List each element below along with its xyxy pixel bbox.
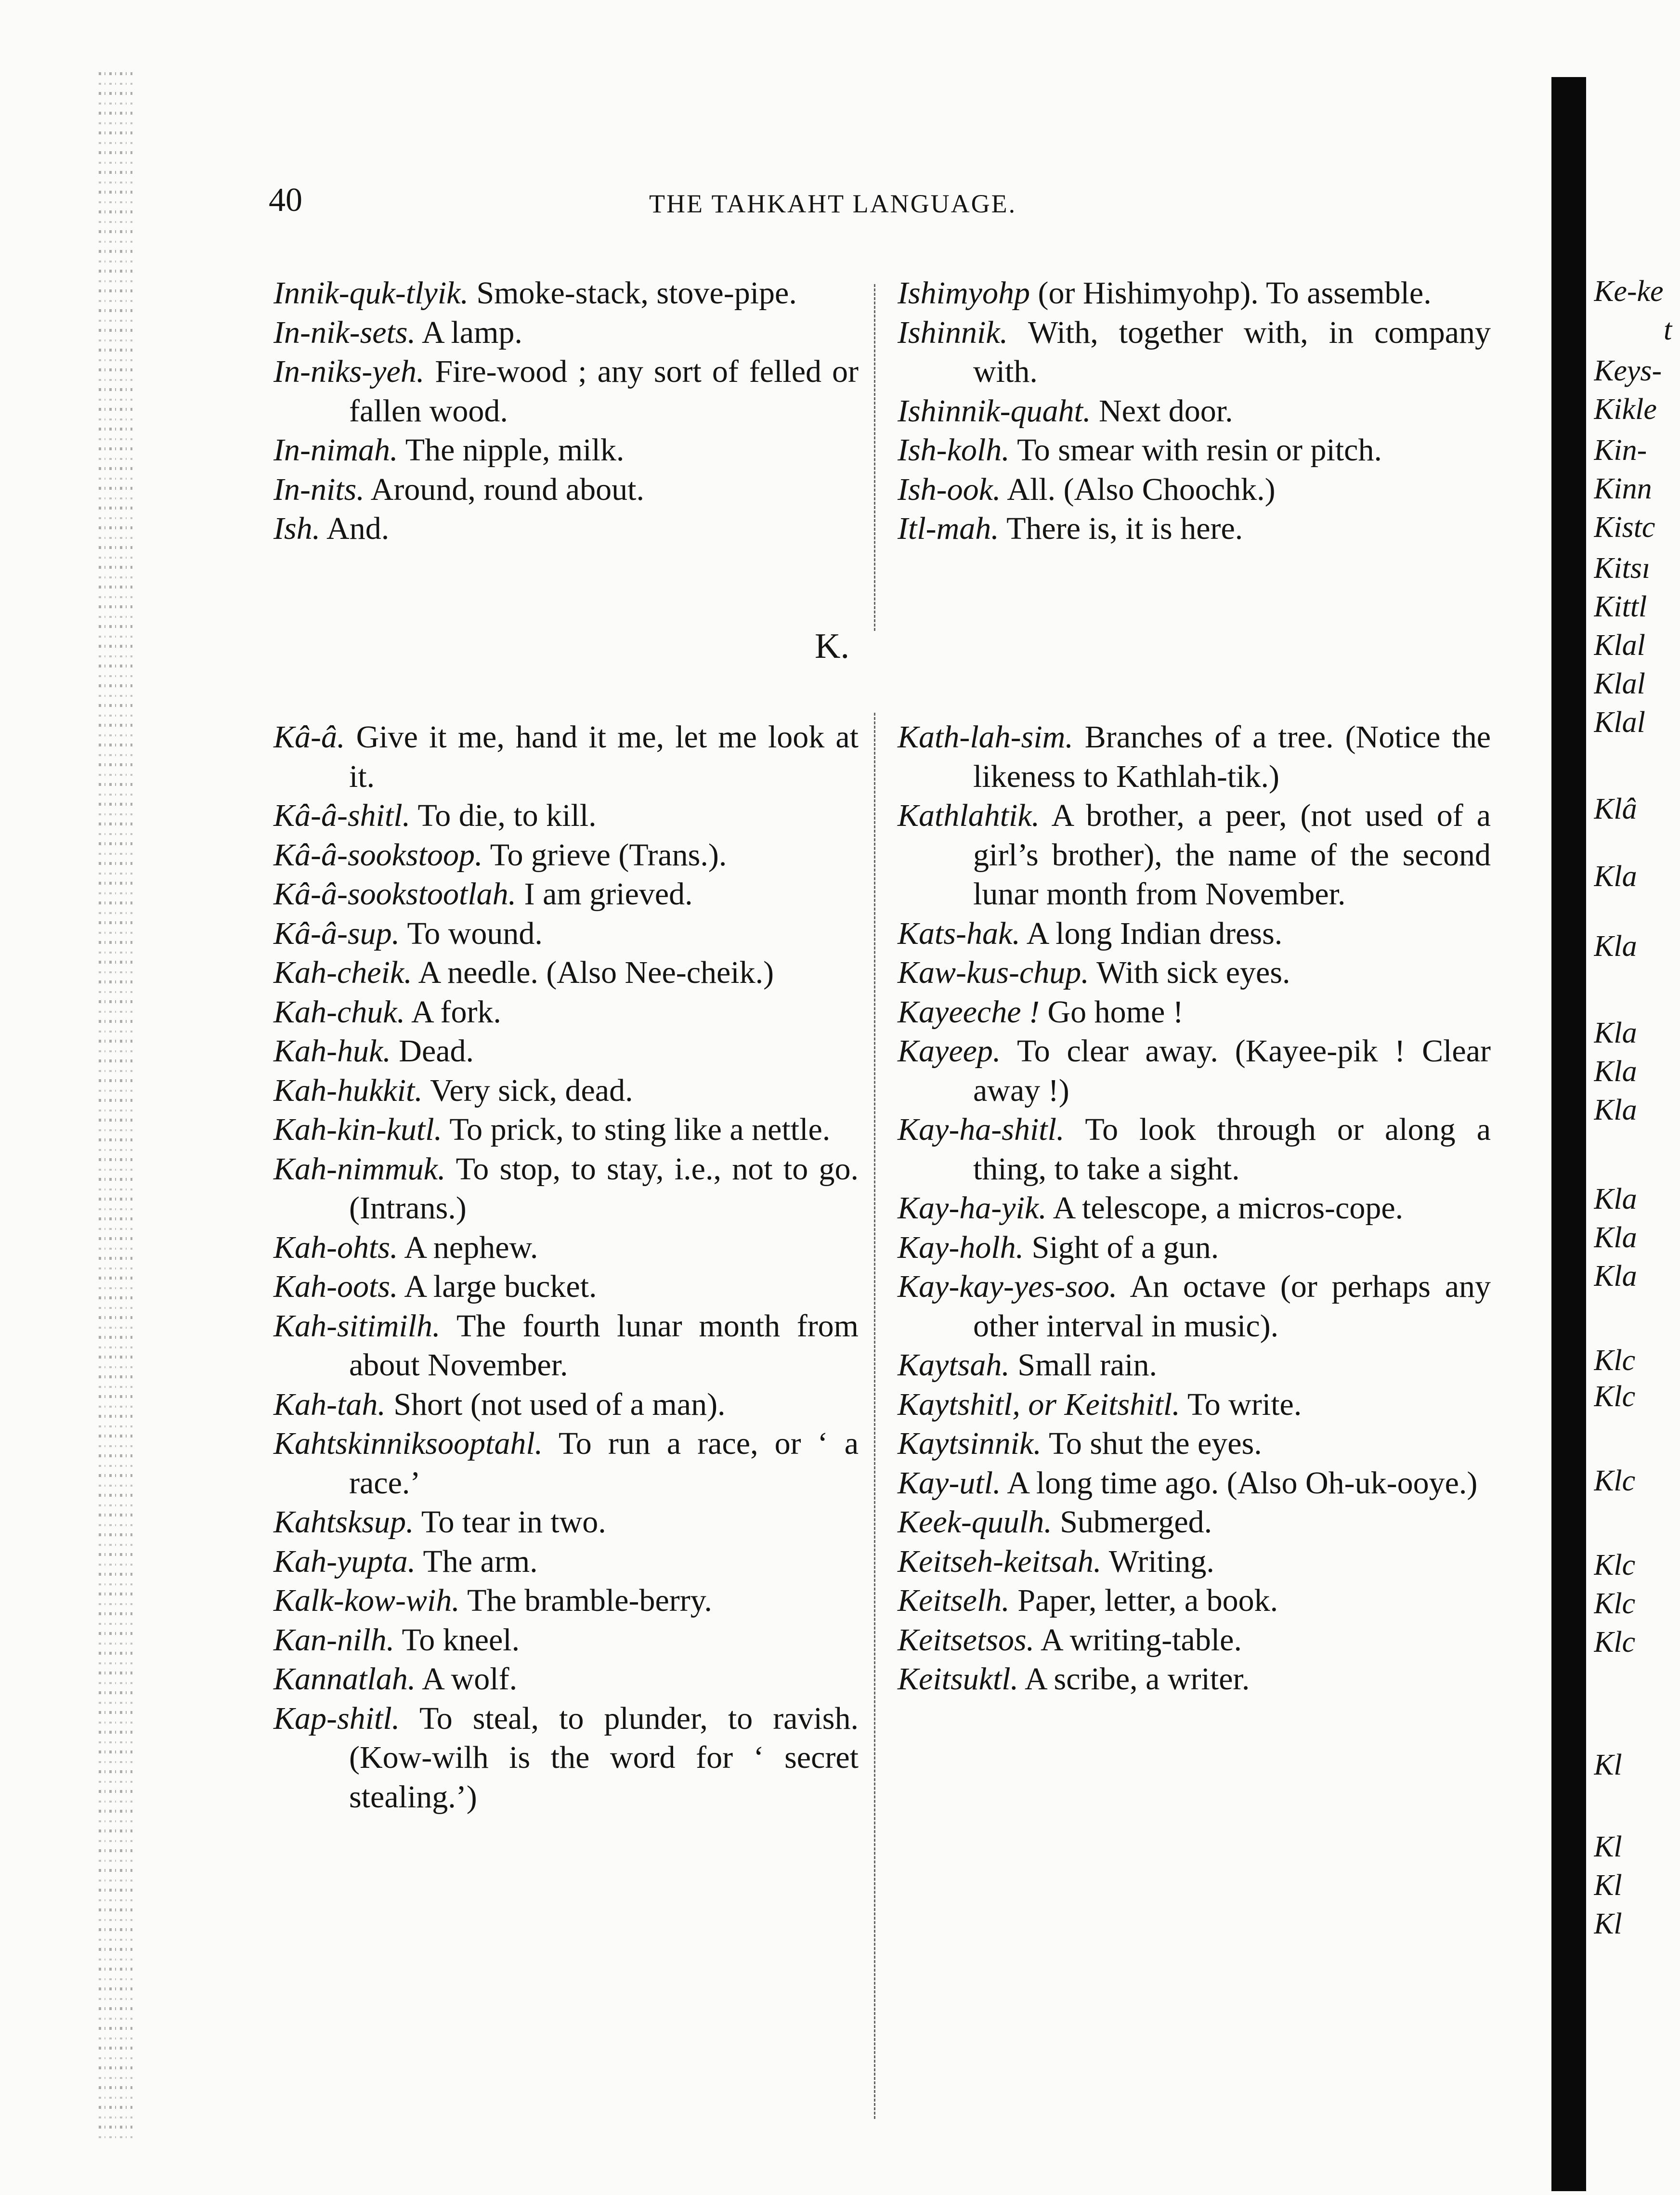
dictionary-entry xyxy=(273,796,859,836)
dictionary-entry xyxy=(273,1503,859,1542)
headword: Kannatlah. xyxy=(273,1661,416,1697)
dictionary-entry xyxy=(898,1463,1491,1503)
dictionary-entry xyxy=(273,1542,859,1581)
definition: All. (Also Choochk.) xyxy=(1007,471,1276,507)
headword: Kay-utl. xyxy=(898,1465,1001,1501)
next-page-fragment: Kla xyxy=(1594,1221,1637,1254)
headword: Kahtskinniksooptahl. xyxy=(273,1426,543,1461)
dictionary-entry xyxy=(273,875,859,914)
dictionary-entry xyxy=(898,1189,1491,1228)
dictionary-entry xyxy=(273,993,859,1032)
dictionary-entry xyxy=(898,431,1491,470)
next-page-fragment: Kin- xyxy=(1594,434,1647,467)
running-title: THE TAHKAHT LANGUAGE. xyxy=(649,189,1017,218)
definition: To clear away. (Kayee-pik ! Clear away !) xyxy=(973,1033,1491,1108)
headword: Ish. xyxy=(273,511,321,546)
dictionary-entry xyxy=(898,1620,1491,1660)
next-page-fragment: Klal xyxy=(1594,706,1645,739)
definition: A fork. xyxy=(411,994,501,1030)
headword: Kaytshitl, or Keitshitl. xyxy=(898,1386,1180,1422)
dictionary-entry xyxy=(273,509,859,549)
headword: Kâ-â-shitl. xyxy=(273,798,411,833)
definition: A needle. (Also Nee-cheik.) xyxy=(418,955,774,990)
definition: Sight of a gun. xyxy=(1031,1229,1219,1265)
headword: Keitselh. xyxy=(898,1583,1010,1618)
headword: Kâ-â. xyxy=(273,719,345,755)
headword: Kan-nilh. xyxy=(273,1622,395,1658)
definition: To grieve (Trans.). xyxy=(490,837,727,873)
next-page-fragment: Klc xyxy=(1594,1549,1636,1581)
dictionary-entry xyxy=(273,1032,859,1071)
next-page-fragment: Klc xyxy=(1594,1380,1636,1413)
definition: A writing-table. xyxy=(1041,1622,1242,1658)
headword: Kâ-â-sookstootlah. xyxy=(273,876,517,912)
next-page-fragment: Kl xyxy=(1594,1830,1622,1863)
headword: Ishimyohp xyxy=(898,275,1030,311)
next-page-fragment: Kla xyxy=(1594,1183,1637,1215)
definition: Next door. xyxy=(1098,393,1233,429)
headword: Kaytsah. xyxy=(898,1347,1010,1383)
page-edge-shadow xyxy=(1551,77,1586,2191)
headword: Kay-kay-yes-soo. xyxy=(898,1269,1118,1304)
next-page-fragment: Klc xyxy=(1594,1626,1636,1659)
headword: Innik-quk-tlyik. xyxy=(273,275,469,311)
definition: Very sick, dead. xyxy=(430,1072,633,1108)
headword: Kay-ha-yik. xyxy=(898,1190,1047,1226)
dictionary-entry xyxy=(898,1228,1491,1267)
definition: To tear in two. xyxy=(421,1504,606,1540)
next-page-fragment: Keys- xyxy=(1594,354,1662,387)
headword: Kalk-kow-wih. xyxy=(273,1583,460,1618)
headword: Kay-ha-shitl. xyxy=(898,1112,1065,1147)
definition: There is, it is here. xyxy=(1006,511,1243,546)
headword: Kayeep. xyxy=(898,1033,1001,1069)
definition: Submerged. xyxy=(1060,1504,1212,1540)
headword: Kâ-â-sup. xyxy=(273,915,400,951)
headword: Kah-chuk. xyxy=(273,994,405,1030)
headword: Kathlahtik. xyxy=(898,798,1040,833)
column-divider-k xyxy=(874,713,875,2119)
next-page-fragment: Kla xyxy=(1594,1094,1637,1126)
definition: A telescope, a micros-cope. xyxy=(1053,1190,1404,1226)
dictionary-entry xyxy=(898,313,1491,392)
headword: Kay-holh. xyxy=(898,1229,1024,1265)
definition: I am grieved. xyxy=(524,876,693,912)
definition: Dead. xyxy=(399,1033,474,1069)
dictionary-entry xyxy=(273,274,859,313)
dictionary-entry xyxy=(898,1503,1491,1542)
binding-gutter-noise xyxy=(99,72,132,2143)
dictionary-entry xyxy=(273,470,859,510)
dictionary-entry xyxy=(273,352,859,431)
dictionary-entry xyxy=(273,953,859,993)
dictionary-entry xyxy=(898,796,1491,914)
dictionary-entry xyxy=(898,993,1491,1032)
headword: Ishinnik-quaht. xyxy=(898,393,1091,429)
headword: Kah-oots. xyxy=(273,1269,398,1304)
next-page-fragment: t xyxy=(1664,314,1672,346)
next-page-fragment: Klal xyxy=(1594,667,1645,700)
dictionary-entry xyxy=(898,718,1491,796)
definition: And. xyxy=(326,511,390,546)
next-page-fragment: Kla xyxy=(1594,1260,1637,1293)
next-page-fragment: Kl xyxy=(1594,1749,1622,1781)
dictionary-entry xyxy=(898,1267,1491,1346)
dictionary-entry xyxy=(898,1385,1491,1424)
dictionary-entry xyxy=(273,1228,859,1267)
headword: Kah-cheik. xyxy=(273,955,412,990)
headword: Kah-nimmuk. xyxy=(273,1151,446,1187)
dictionary-entry xyxy=(273,1659,859,1699)
entries-k-right xyxy=(898,718,1491,1699)
headword: Kah-yupta. xyxy=(273,1543,416,1579)
headword: Kah-ohts. xyxy=(273,1229,398,1265)
dictionary-entry xyxy=(273,1581,859,1620)
next-page-fragment: Kla xyxy=(1594,930,1637,963)
headword: Kah-hukkit. xyxy=(273,1072,423,1108)
next-page-fragment: Ke-ke xyxy=(1594,275,1664,308)
definition: The fourth lunar month from about November. xyxy=(349,1308,859,1383)
dictionary-entry xyxy=(898,1542,1491,1581)
next-page-fragment: Klal xyxy=(1594,629,1645,662)
definition: To wound. xyxy=(407,915,543,951)
entries-top-right xyxy=(898,274,1491,549)
dictionary-entry xyxy=(898,1581,1491,1620)
definition: To steal, to plunder, to ravish. (Kow-wilh is the word for ‘ secret stealing.’) xyxy=(349,1700,859,1815)
definition: A brother, a peer, (not used of a girl’s brother), the name of the second lunar month from November. xyxy=(973,798,1491,912)
next-page-fragment: Kla xyxy=(1594,860,1637,893)
headword: Kaytsinnik. xyxy=(898,1426,1042,1461)
dictionary-entry xyxy=(273,1307,859,1385)
headword: Kah-huk. xyxy=(273,1033,391,1069)
definition: A large bucket. xyxy=(404,1269,597,1304)
headword: Keek-quulh. xyxy=(898,1504,1052,1540)
definition: A long Indian dress. xyxy=(1026,915,1283,951)
section-letter-heading: K. xyxy=(815,627,849,666)
dictionary-entry xyxy=(898,392,1491,431)
definition: Paper, letter, a book. xyxy=(1017,1583,1278,1618)
definition: To die, to kill. xyxy=(417,798,597,833)
definition: A wolf. xyxy=(422,1661,518,1697)
definition: To run a race, or ‘ a race.’ xyxy=(349,1426,859,1501)
next-page-fragment: Kittl xyxy=(1594,590,1647,623)
dictionary-entry xyxy=(898,1346,1491,1385)
definition: Short (not used of a man). xyxy=(393,1386,726,1422)
entries-top-left xyxy=(273,274,859,549)
headword: Kats-hak. xyxy=(898,915,1020,951)
dictionary-entry xyxy=(898,274,1491,313)
dictionary-entry xyxy=(273,1110,859,1150)
dictionary-entry xyxy=(273,1267,859,1307)
headword: In-nik-sets. xyxy=(273,314,416,350)
definition: To shut the eyes. xyxy=(1049,1426,1262,1461)
headword: Kahtsksup. xyxy=(273,1504,414,1540)
definition: To kneel. xyxy=(402,1622,520,1658)
headword: Kaw-kus-chup. xyxy=(898,955,1089,990)
dictionary-entry xyxy=(898,470,1491,510)
dictionary-entry xyxy=(273,1071,859,1111)
headword: Kap-shitl. xyxy=(273,1700,400,1736)
next-page-fragment: Klâ xyxy=(1594,793,1637,825)
dictionary-entry xyxy=(273,1150,859,1228)
headword: Ishinnik. xyxy=(898,314,1008,350)
definition: To look through or along a thing, to take a sight. xyxy=(973,1112,1491,1187)
headword: Kah-sitimilh. xyxy=(273,1308,441,1344)
next-page-fragment: Kistc xyxy=(1594,511,1655,544)
dictionary-entry xyxy=(898,1659,1491,1699)
headword: Itl-mah. xyxy=(898,511,999,546)
next-page-fragment: Kl xyxy=(1594,1908,1622,1940)
headword: Ish-kolh. xyxy=(898,432,1010,468)
definition: To smear with resin or pitch. xyxy=(1017,432,1382,468)
dictionary-entry xyxy=(898,1110,1491,1189)
dictionary-entry xyxy=(273,836,859,875)
headword: Kath-lah-sim. xyxy=(898,719,1073,755)
next-page-fragment: Klc xyxy=(1594,1464,1636,1497)
dictionary-entry xyxy=(273,431,859,470)
headword: Keitseh-keitsah. xyxy=(898,1543,1102,1579)
next-page-fragment: Kl xyxy=(1594,1869,1622,1902)
headword: Kayeeche ! xyxy=(898,994,1040,1030)
definition: A scribe, a writer. xyxy=(1025,1661,1250,1697)
headword: Keitsuktl. xyxy=(898,1661,1019,1697)
definition: A long time ago. (Also Oh-uk-ooye.) xyxy=(1007,1465,1478,1501)
dictionary-entry xyxy=(898,1424,1491,1463)
next-page-fragment: Klc xyxy=(1594,1344,1636,1377)
definition: Around, round about. xyxy=(370,471,644,507)
next-page-fragment: Klc xyxy=(1594,1587,1636,1620)
definition: With, together with, in company with. xyxy=(973,314,1491,389)
definition: An octave (or perhaps any other interval in music). xyxy=(973,1269,1491,1344)
definition: A lamp. xyxy=(421,314,522,350)
definition: The nipple, milk. xyxy=(405,432,625,468)
definition: (or Hishimyohp). To assemble. xyxy=(1038,275,1432,311)
headword: Kah-kin-kutl. xyxy=(273,1112,443,1147)
definition: Fire-wood ; any sort of felled or fallen wood. xyxy=(349,354,859,429)
headword: In-niks-yeh. xyxy=(273,354,425,389)
dictionary-entry xyxy=(273,313,859,353)
headword: Ish-ook. xyxy=(898,471,1001,507)
headword: Kah-tah. xyxy=(273,1386,386,1422)
dictionary-entry xyxy=(273,914,859,954)
headword: In-nimah. xyxy=(273,432,398,468)
definition: With sick eyes. xyxy=(1096,955,1290,990)
next-page-fragment: Kla xyxy=(1594,1055,1637,1088)
headword: Keitsetsos. xyxy=(898,1622,1035,1658)
dictionary-entry xyxy=(898,509,1491,549)
next-page-fragment: Kinn xyxy=(1594,472,1652,505)
headword: Kâ-â-sookstoop. xyxy=(273,837,483,873)
dictionary-entry xyxy=(898,914,1491,954)
headword: In-nits. xyxy=(273,471,365,507)
entries-k-left xyxy=(273,718,859,1816)
definition: The arm. xyxy=(423,1543,538,1579)
column-divider-top xyxy=(874,284,875,631)
dictionary-entry xyxy=(273,1699,859,1817)
definition: Branches of a tree. (Notice the likeness to Kathlah-tik.) xyxy=(973,719,1491,794)
definition: A nephew. xyxy=(404,1229,538,1265)
definition: Smoke-stack, stove-pipe. xyxy=(476,275,797,311)
dictionary-entry xyxy=(273,1385,859,1424)
next-page-fragment: Kitsı xyxy=(1594,552,1651,585)
definition: Writing. xyxy=(1108,1543,1214,1579)
dictionary-entry xyxy=(273,1620,859,1660)
definition: Give it me, hand it me, let me look at it. xyxy=(349,719,859,794)
definition: The bramble-berry. xyxy=(467,1583,712,1618)
definition: Go home ! xyxy=(1047,994,1184,1030)
definition: To prick, to sting like a nettle. xyxy=(449,1112,831,1147)
next-page-fragment: Kikle xyxy=(1594,393,1657,426)
dictionary-entry xyxy=(273,1424,859,1503)
page-number: 40 xyxy=(269,182,302,219)
definition: To stop, to stay, i.e., not to go. (Intrans.) xyxy=(349,1151,859,1226)
definition: To write. xyxy=(1187,1386,1302,1422)
dictionary-entry xyxy=(898,1032,1491,1110)
definition: Small rain. xyxy=(1017,1347,1157,1383)
dictionary-entry xyxy=(273,718,859,796)
next-page-fragment: Kla xyxy=(1594,1017,1637,1049)
dictionary-entry xyxy=(898,953,1491,993)
